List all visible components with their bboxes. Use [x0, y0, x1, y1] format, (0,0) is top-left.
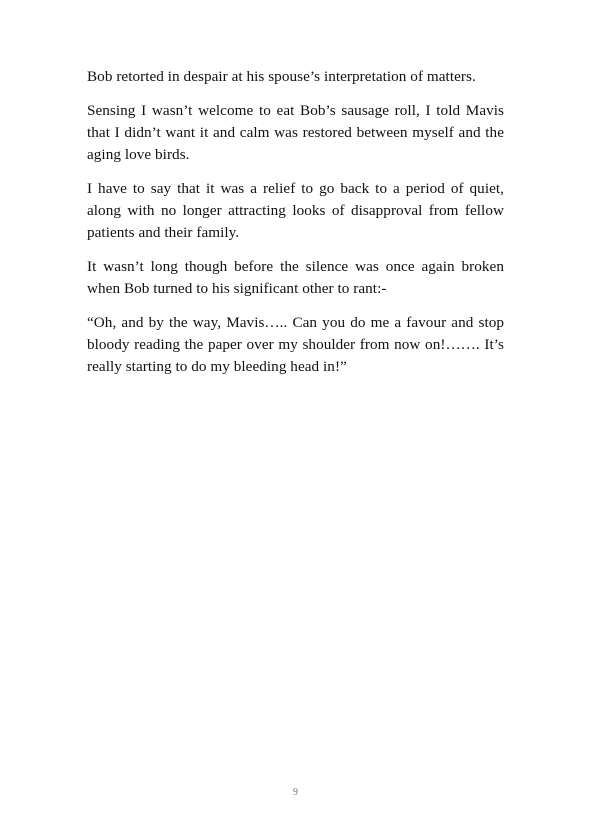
page-number: 9 — [293, 787, 298, 798]
paragraph-2: Sensing I wasn’t welcome to eat Bob’s sausage roll, I told Mavis that I didn’t want it and calm was restored between myself and the aging love birds. — [87, 102, 504, 163]
body-text — [87, 66, 504, 390]
paragraph-4: It wasn’t long though before the silence was once again broken when Bob turned to his significant other to rant:- — [87, 258, 504, 297]
paragraph-1: Bob retorted in despair at his spouse’s interpretation of matters. — [87, 68, 476, 85]
paragraph-3: I have to say that it was a relief to go back to a period of quiet, along with no longer attracting looks of disapproval from fellow patients and their family. — [87, 180, 504, 241]
paragraph-5: “Oh, and by the way, Mavis….. Can you do me a favour and stop bloody reading the paper over my shoulder from now on!……. It’s really starting to do my bleeding head in!” — [87, 314, 504, 375]
